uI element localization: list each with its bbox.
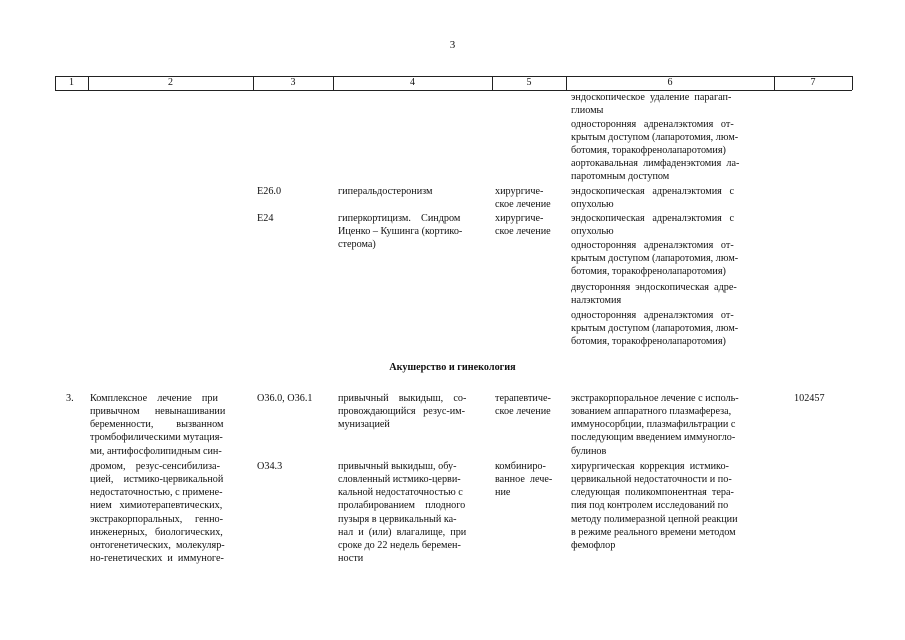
method-line: следующая поликомпонентная тера- xyxy=(571,487,734,498)
diagnosis-line: пролабированием плодного xyxy=(338,500,466,511)
name-line: экстракорпоральных, генно- xyxy=(90,514,224,525)
method-line: опухолью xyxy=(571,226,614,237)
treatment-line: терапевтиче- xyxy=(495,393,551,404)
method-line: односторонняя адреналэктомия от- xyxy=(571,240,734,251)
icd-code: О34.3 xyxy=(257,461,283,472)
col-divider xyxy=(852,76,853,90)
name-line: недостаточностью, с примене- xyxy=(90,487,223,498)
method-line: глиомы xyxy=(571,105,604,116)
diagnosis-line: ности xyxy=(338,553,364,564)
diagnosis-line: мунизацией xyxy=(338,419,390,430)
icd-code: Е24 xyxy=(257,213,274,224)
method-line: налэктомия xyxy=(571,295,622,306)
diagnosis-line: привычный выкидыш, со- xyxy=(338,393,467,404)
diagnosis-line: стерома) xyxy=(338,239,376,250)
method-line: крытым доступом (лапаротомия, люм- xyxy=(571,253,739,264)
header-col-1: 1 xyxy=(69,77,74,88)
volume-value: 102457 xyxy=(794,393,825,404)
method-line: крытым доступом (лапаротомия, люм- xyxy=(571,323,739,334)
method-line: иммуносорбции, плазмафильтрации с xyxy=(571,419,736,430)
method-line: аортокавальная лимфаденэктомия ла- xyxy=(571,158,740,169)
treatment-line: ванное лече- xyxy=(495,474,553,485)
method-line: крытым доступом (лапаротомия, люм- xyxy=(571,132,739,143)
name-line: дромом, резус-сенсибилиза- xyxy=(90,461,220,472)
name-line: инженерных, биологических, xyxy=(90,527,223,538)
method-line: пия под контролем исследований по xyxy=(571,500,729,511)
header-col-7: 7 xyxy=(810,77,816,88)
icd-code: О36.0, О36.1 xyxy=(257,393,313,404)
diagnosis-line: нал и (или) влагалище, при xyxy=(338,527,467,538)
icd-code: Е26.0 xyxy=(257,186,282,197)
header-col-3: 3 xyxy=(290,77,296,88)
name-line: беременности, вызванном xyxy=(90,419,224,430)
diagnosis-line: привычный выкидыш, обу- xyxy=(338,461,457,472)
method-line: последующим введением иммуногло- xyxy=(571,432,736,443)
name-line: но-генетических и иммуноге- xyxy=(90,553,224,564)
method-line: односторонняя адреналэктомия от- xyxy=(571,310,734,321)
row-number: 3. xyxy=(66,393,74,404)
method-line: эндоскопическое удаление парагап- xyxy=(571,92,732,103)
diagnosis-line: кальной недостаточностью с xyxy=(338,487,463,498)
page-number: 3 xyxy=(449,39,456,51)
diagnosis-line: словленный истмико-церви- xyxy=(338,474,461,485)
method-line: ботомия, торакофренолапаротомия) xyxy=(571,145,726,156)
treatment-line: ние xyxy=(495,487,511,498)
name-line: цией, истмико-цервикальной xyxy=(90,474,224,485)
diagnosis-line: провождающийся резус-им- xyxy=(338,406,466,417)
name-line: тромбофилическими мутация- xyxy=(90,432,223,443)
treatment-line: ское лечение xyxy=(495,199,551,210)
method-line: хирургическая коррекция истмико- xyxy=(571,461,729,472)
method-line: эндоскопическая адреналэктомия с xyxy=(571,213,734,224)
method-line: ботомия, торакофренолапаротомия) xyxy=(571,336,726,347)
treatment-line: хирургиче- xyxy=(495,213,544,224)
method-line: булинов xyxy=(571,446,607,457)
treatment-line: ское лечение xyxy=(495,226,551,237)
method-line: односторонняя адреналэктомия от- xyxy=(571,119,734,130)
name-line: онтогенетических, молекуляр- xyxy=(90,540,225,551)
name-line: привычном невынашивании xyxy=(90,406,226,417)
diagnosis-line: гиперальдостеронизм xyxy=(338,186,433,197)
header-col-6: 6 xyxy=(667,77,673,88)
header-bottom-border xyxy=(55,90,852,91)
diagnosis-line: пузыря в цервикальный ка- xyxy=(338,514,457,525)
section-title: Акушерство и гинекология xyxy=(389,362,516,373)
method-line: ботомия, торакофренолапаротомия) xyxy=(571,266,726,277)
method-line: двусторонняя эндоскопическая адре- xyxy=(571,282,737,293)
treatment-line: комбиниро- xyxy=(495,461,546,472)
method-line: экстракорпоральное лечение с исполь- xyxy=(571,393,739,404)
header-col-5: 5 xyxy=(526,77,532,88)
method-line: опухолью xyxy=(571,199,614,210)
method-line: эндоскопическая адреналэктомия с xyxy=(571,186,734,197)
method-line: цервикальной недостаточности и по- xyxy=(571,474,732,485)
diagnosis-line: Иценко – Кушинга (кортико- xyxy=(338,226,463,237)
diagnosis-line: гиперкортицизм. Синдром xyxy=(338,213,461,224)
method-line: паротомным доступом xyxy=(571,171,670,182)
treatment-line: хирургиче- xyxy=(495,186,544,197)
name-line: нием химиотерапевтических, xyxy=(90,500,223,511)
name-line: Комплексное лечение при xyxy=(90,393,218,404)
method-line: методу полимеразной цепной реакции xyxy=(571,514,738,525)
name-line: ми, антифосфолипидным син- xyxy=(90,446,222,457)
diagnosis-line: сроке до 22 недель беремен- xyxy=(338,540,461,551)
treatment-line: ское лечение xyxy=(495,406,551,417)
method-line: зованием аппаратного плазмафереза, xyxy=(571,406,732,417)
method-line: в режиме реального времени методом xyxy=(571,527,736,538)
method-line: фемофлор xyxy=(571,540,616,551)
header-col-4: 4 xyxy=(410,77,415,88)
header-col-2: 2 xyxy=(168,77,173,88)
